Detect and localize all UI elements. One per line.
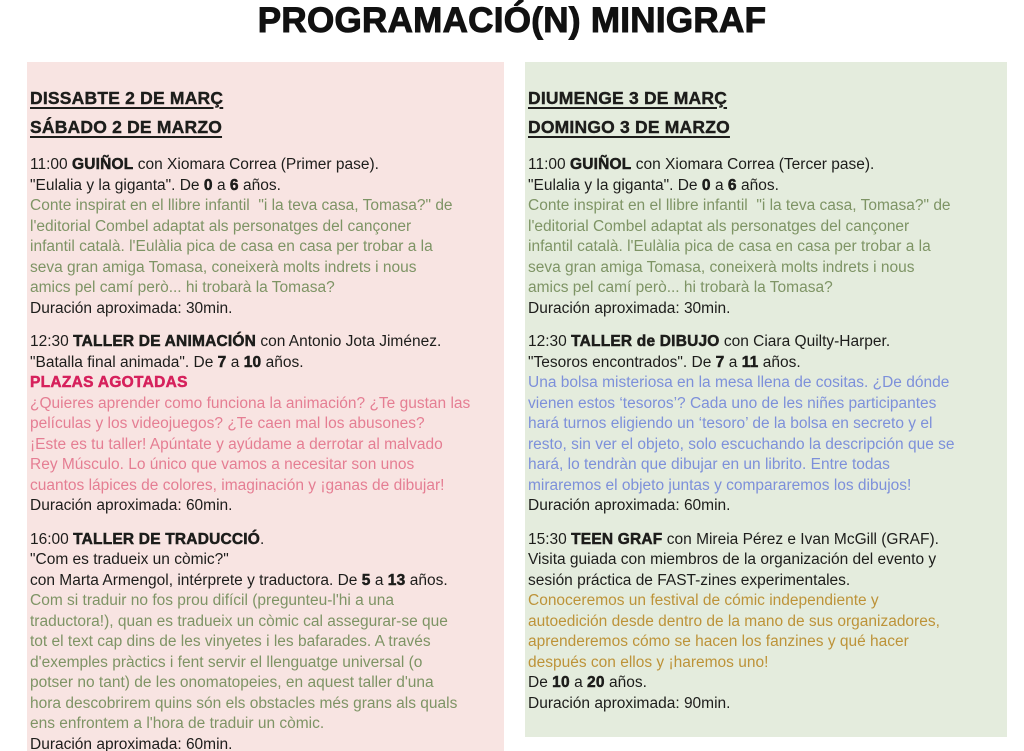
- catalan-description-segment: seva gran amiga Tomasa, coneixerà molts indrets i nous: [30, 258, 417, 276]
- catalan-description-segment: l'editorial Combel adaptat als personatges del cançoner: [30, 217, 412, 235]
- catalan-description-segment: Com si traduir no fos prou difícil (pregunteu-l'hi a una: [30, 592, 394, 609]
- event-title-line: [30, 530, 501, 551]
- text-segment: .: [260, 530, 265, 548]
- program-columns: [27, 62, 1007, 751]
- bold-text-segment: 7: [715, 353, 725, 371]
- event-text-line: [30, 455, 501, 476]
- text-segment: "Eulalia y la giganta". De: [528, 176, 702, 194]
- event-text-line: [528, 571, 1004, 592]
- sunday-heading: [528, 84, 1004, 142]
- event-text-line: [528, 217, 1004, 238]
- text-segment: "Tesoros encontrados". De: [528, 353, 716, 371]
- page-title: PROGRAMACIÓ(N) MINIGRAF: [257, 1, 767, 40]
- bold-text-segment: 7: [217, 353, 227, 371]
- activity-description-segment: resto, sin ver el objeto, solo escuchando la descripción que se: [528, 435, 955, 453]
- bold-text-segment: 6: [229, 176, 239, 194]
- activity-description-segment: vienen estos ‘tesoros’? Cada uno de les niñes participantes: [528, 394, 937, 412]
- event-text-line: [528, 435, 1004, 456]
- text-segment: con Antonio Jota Jiménez.: [256, 333, 442, 350]
- text-segment: años.: [604, 674, 647, 691]
- event-text-line: [30, 496, 501, 517]
- catalan-description-segment: hora descobrirem quins són els obstacles més grans als quals: [30, 694, 458, 712]
- catalan-description-segment: seva gran amiga Tomasa, coneixerà molts indrets i nous: [528, 258, 915, 276]
- bold-text-segment: GUIÑOL: [71, 156, 134, 173]
- catalan-description-segment: ens enfrontem a l'hora de traduir un còmic.: [30, 715, 325, 732]
- event-block: [528, 155, 1004, 319]
- event-text-line: [30, 694, 501, 715]
- catalan-description-segment: tot el text cap dins de les vinyetes i les bafarades. A través: [30, 633, 431, 650]
- event-text-line: [30, 612, 501, 633]
- text-segment: "Com es tradueix un còmic?": [30, 551, 229, 568]
- event-text-line: [528, 414, 1004, 435]
- catalan-description-segment: Conte inspirat en el llibre infantil "i la teva casa, Tomasa?" de: [528, 197, 951, 214]
- event-text-line: [30, 414, 501, 435]
- text-segment: 11:00: [528, 156, 570, 173]
- event-text-line: [528, 476, 1004, 497]
- text-segment: Duración aproximada: 60min.: [528, 497, 731, 514]
- event-title-line: [528, 530, 1004, 551]
- event-text-line: [30, 278, 501, 299]
- event-text-line: [30, 714, 501, 735]
- sunday-events: [528, 155, 1004, 714]
- catalan-description-segment: l'editorial Combel adaptat als personatges del cançoner: [528, 217, 910, 235]
- text-segment: 12:30: [528, 333, 572, 350]
- event-title-line: [30, 332, 501, 353]
- event-text-line: [528, 176, 1004, 197]
- catalan-description-segment: infantil català. l'Eulàlia pica de casa en casa per trobar a la: [30, 238, 433, 255]
- spanish-description-segment: ¡Este es tu taller! Apúntate y ayúdame a derrotar al malvado: [30, 435, 443, 453]
- text-segment: "Eulalia y la giganta". De: [30, 176, 204, 194]
- bold-text-segment: TALLER DE TRADUCCIÓ: [73, 530, 261, 548]
- event-text-line: [528, 550, 1004, 571]
- column-saturday: [27, 62, 504, 751]
- event-title-line: [528, 332, 1004, 353]
- event-text-line: [528, 196, 1004, 217]
- event-text-line: [30, 394, 501, 415]
- activity-description-segment: después con ellos y ¡haremos uno!: [528, 653, 769, 671]
- text-segment: años.: [405, 571, 448, 589]
- bold-text-segment: 13: [387, 571, 406, 589]
- text-segment: a: [569, 674, 588, 691]
- activity-description-segment: aprenderemos cómo se hacen los fanzines y qué hacer: [528, 633, 909, 650]
- text-segment: a: [724, 353, 742, 371]
- text-segment: a: [212, 176, 230, 194]
- spanish-description-segment: cuantos lápices de colores, imaginación y ¡ganas de dibujar!: [30, 476, 445, 494]
- event-text-line: [528, 258, 1004, 279]
- event-text-line: [30, 476, 501, 497]
- event-block: [528, 530, 1004, 715]
- saturday-heading-spanish: SÁBADO 2 DE MARZO: [30, 117, 223, 137]
- event-text-line: [30, 176, 501, 197]
- text-segment: a: [370, 571, 388, 589]
- spanish-description-segment: películas y los videojuegos? ¿Te caen mal los abusones?: [30, 415, 425, 432]
- text-segment: Duración aproximada: 30min.: [528, 299, 731, 317]
- event-text-line: [30, 299, 501, 320]
- saturday-heading: [30, 84, 501, 142]
- text-segment: 12:30: [30, 333, 74, 350]
- text-segment: Visita guiada con miembros de la organización del evento y: [528, 551, 937, 568]
- text-segment: "Batalla final animada". De: [30, 353, 218, 371]
- event-text-line: [528, 353, 1004, 374]
- event-text-line: [528, 237, 1004, 258]
- bold-text-segment: TALLER de DIBUJO: [571, 333, 720, 350]
- event-text-line: [30, 435, 501, 456]
- text-segment: años.: [758, 353, 801, 371]
- event-block: [528, 332, 1004, 517]
- bold-text-segment: 10: [243, 353, 262, 371]
- text-segment: Duración aproximada: 60min.: [30, 735, 233, 751]
- catalan-description-segment: potser no tant) de les onomatopeies, en aquest taller d'una: [30, 674, 434, 691]
- event-text-line: [528, 591, 1004, 612]
- event-text-line: [528, 612, 1004, 633]
- catalan-description-segment: d'exemples pràctics i fent servir el llenguatge universal (o: [30, 653, 423, 671]
- bold-text-segment: 6: [727, 176, 737, 194]
- text-segment: con Xiomara Correa (Tercer pase).: [631, 156, 875, 173]
- bold-text-segment: TEEN GRAF: [571, 530, 663, 548]
- event-text-line: [528, 653, 1004, 674]
- event-text-line: [528, 632, 1004, 653]
- text-segment: sesión práctica de FAST-zines experimentales.: [528, 571, 851, 589]
- event-text-line: [30, 673, 501, 694]
- event-text-line: [528, 299, 1004, 320]
- text-segment: con Ciara Quilty-Harper.: [719, 333, 891, 350]
- sunday-heading-catalan: DIUMENGE 3 DE MARÇ: [528, 88, 728, 108]
- event-title-line: [528, 155, 1004, 176]
- soldout-badge: PLAZAS AGOTADAS: [30, 374, 188, 391]
- text-segment: con Marta Armengol, intérprete y traductora. De: [30, 571, 362, 589]
- text-segment: con Mireia Pérez e Ivan McGill (GRAF).: [662, 530, 939, 548]
- catalan-description-segment: amics pel camí però... hi trobarà la Tomasa?: [30, 279, 335, 296]
- event-title-line: [30, 155, 501, 176]
- event-text-line: [528, 394, 1004, 415]
- event-text-line: [528, 673, 1004, 694]
- bold-text-segment: 0: [701, 176, 711, 194]
- event-text-line: [30, 353, 501, 374]
- activity-description-segment: miraremos el objeto juntas y compararemos los dibujos!: [528, 476, 912, 494]
- text-segment: Duración aproximada: 30min.: [30, 299, 233, 317]
- event-text-line: [528, 278, 1004, 299]
- event-text-line: [30, 196, 501, 217]
- bold-text-segment: 5: [361, 571, 371, 589]
- activity-description-segment: hará, lo tendràn que dibujar en un librito. Entre todas: [528, 456, 890, 473]
- bold-text-segment: 10: [552, 674, 570, 691]
- activity-description-segment: hará turnos eligiendo un ‘tesoro’ de la bolsa en secreto y el: [528, 415, 933, 432]
- text-segment: años.: [736, 176, 779, 194]
- spanish-description-segment: Rey Músculo. Lo único que vamos a necesitar son unos: [30, 456, 415, 473]
- event-text-line: [30, 653, 501, 674]
- saturday-events: [30, 155, 501, 751]
- event-text-line: [30, 373, 501, 394]
- event-text-line: [528, 455, 1004, 476]
- bold-text-segment: 11: [741, 353, 759, 371]
- event-text-line: [30, 735, 501, 751]
- text-segment: a: [226, 353, 244, 371]
- event-text-line: [528, 373, 1004, 394]
- text-segment: años.: [261, 353, 304, 371]
- event-text-line: [528, 694, 1004, 715]
- text-segment: años.: [238, 176, 281, 194]
- event-text-line: [30, 237, 501, 258]
- text-segment: con Xiomara Correa (Primer pase).: [133, 156, 379, 173]
- event-text-line: [30, 550, 501, 571]
- bold-text-segment: TALLER DE ANIMACIÓN: [73, 333, 257, 350]
- catalan-description-segment: traductora!), quan es tradueix un còmic cal assegurar-se que: [30, 612, 448, 630]
- text-segment: Duración aproximada: 60min.: [30, 497, 233, 514]
- event-text-line: [30, 217, 501, 238]
- event-text-line: [30, 632, 501, 653]
- activity-description-segment: Una bolsa misteriosa en la mesa llena de cositas. ¿De dónde: [528, 374, 950, 391]
- text-segment: 15:30: [528, 530, 572, 548]
- column-sunday: [525, 62, 1007, 737]
- saturday-heading-catalan: DISSABTE 2 DE MARÇ: [30, 88, 224, 108]
- bold-text-segment: 0: [203, 176, 213, 194]
- event-block: [30, 155, 501, 319]
- event-text-line: [30, 571, 501, 592]
- text-segment: 16:00: [30, 530, 74, 548]
- activity-description-segment: autoedición desde dentro de la mano de sus organizadores,: [528, 612, 940, 630]
- event-block: [30, 332, 501, 517]
- spanish-description-segment: ¿Quieres aprender como funciona la animación? ¿Te gustan las: [30, 394, 471, 412]
- catalan-description-segment: Conte inspirat en el llibre infantil "i la teva casa, Tomasa?" de: [30, 197, 453, 214]
- catalan-description-segment: infantil català. l'Eulàlia pica de casa en casa per trobar a la: [528, 238, 931, 255]
- event-block: [30, 530, 501, 751]
- activity-description-segment: Conoceremos un festival de cómic independiente y: [528, 592, 879, 609]
- text-segment: Duración aproximada: 90min.: [528, 694, 731, 712]
- text-segment: a: [710, 176, 728, 194]
- text-segment: 11:00: [30, 156, 72, 173]
- event-text-line: [30, 591, 501, 612]
- text-segment: De: [528, 674, 553, 691]
- event-text-line: [528, 496, 1004, 517]
- sunday-heading-spanish: DOMINGO 3 DE MARZO: [528, 117, 730, 137]
- bold-text-segment: GUIÑOL: [569, 156, 632, 173]
- bold-text-segment: 20: [587, 674, 605, 691]
- catalan-description-segment: amics pel camí però... hi trobarà la Tomasa?: [528, 279, 833, 296]
- event-text-line: [30, 258, 501, 279]
